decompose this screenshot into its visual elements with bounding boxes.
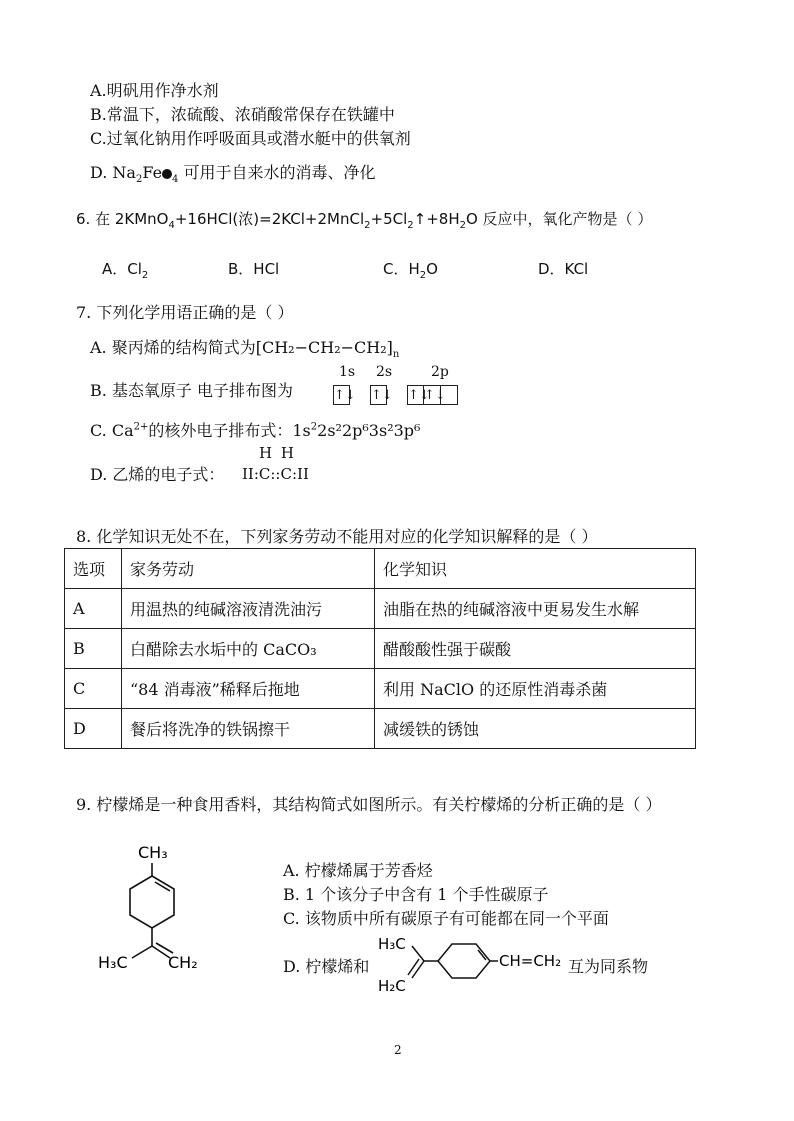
q6-stem-c: +5Cl [370, 210, 408, 228]
orbital-box-2p [407, 384, 458, 405]
q7-option-a [90, 335, 399, 360]
q5-option-b: B.常温下，浓硫酸、浓硝酸常保存在铁罐中 [90, 105, 395, 124]
q9-option-c: C. 该物质中所有碳原子有可能都在同一个平面 [283, 909, 609, 928]
q7-a-text: A. 聚丙烯的结构简式为 [90, 338, 256, 357]
q7-a-formula: CH₂−CH₂−CH₂ [261, 338, 387, 357]
q6-stem [76, 208, 652, 231]
table-row [65, 669, 696, 709]
q7-option-c [90, 418, 420, 441]
orbital-box-2s [370, 384, 393, 405]
q5-d-suffix: 可用于自来水的消毒、净化 [178, 163, 376, 182]
q8-table [64, 548, 696, 749]
table-cell: 油脂在热的纯碱溶液中更易发生水解 [375, 589, 696, 629]
orbital-cell: ↑↓ [424, 385, 441, 405]
page-number: 2 [394, 1043, 402, 1057]
table-cell: D [65, 709, 122, 749]
polymer-bracket-icon: [ [255, 338, 262, 357]
q9-option-d-suffix: 互为同系物 [568, 957, 649, 976]
ink-blot-icon [162, 169, 172, 179]
q7-d-electron-formula: II:C::C:II [242, 465, 309, 483]
q7-d-top-h: H H [259, 444, 296, 462]
q6-c-text: C．H [383, 260, 420, 278]
q6-option-b: B．HCl [228, 260, 280, 278]
q6-stem-a: 6. 在 2KMnO [76, 210, 169, 228]
table-row [65, 589, 696, 629]
table-cell: B [65, 629, 122, 669]
q5-option-c: C.过氧化钠用作呼吸面具或潜水艇中的供氧剂 [90, 129, 411, 148]
q7-option-b-text: B. 基态氧原子 电子排布图为 [90, 381, 294, 400]
structure-label: H₃C [98, 953, 128, 972]
table-cell: 白醋除去水垢中的 CaCO₃ [122, 629, 375, 669]
table-cell: 醋酸酸性强于碳酸 [375, 629, 696, 669]
orbital-label-2p: 2p [431, 364, 449, 380]
orbital-box-1s [333, 384, 356, 405]
structure-label: CH₃ [138, 843, 168, 862]
q5-d-prefix: D. Na [90, 163, 136, 182]
q9-option-d-prefix: D. 柠檬烯和 [283, 957, 370, 976]
table-row [65, 709, 696, 749]
q6-stem-d: ↑+8H [413, 210, 460, 228]
q5-d-sub4: 4 [172, 174, 179, 186]
q9-option-b: B. 1 个该分子中含有 1 个手性碳原子 [283, 885, 549, 904]
q7-c-sup2: 2 [310, 421, 318, 433]
structure-label: CH₂ [168, 953, 198, 972]
table-header-cell: 家务劳动 [122, 549, 375, 589]
q6-a-text: A．Cl [102, 260, 142, 278]
q6-sub: 2 [364, 220, 371, 231]
q7-c-sup: 2+ [133, 421, 149, 433]
table-header-row [65, 549, 696, 589]
table-cell: C [65, 669, 122, 709]
q5-d-sub: 2 [135, 174, 143, 186]
q7-a-n: n [392, 349, 400, 361]
table-cell: “84 消毒液”稀释后拖地 [122, 669, 375, 709]
q7-c-text: C. Ca [90, 421, 134, 440]
limonene-structure [92, 838, 212, 978]
q6-a-sub: 2 [141, 270, 149, 281]
q6-option-c [383, 258, 438, 281]
q6-sub: 2 [407, 220, 414, 231]
structure-label: H₂C [378, 977, 406, 995]
q7-c-mid: 的核外电子排布式：1s [148, 421, 311, 440]
q6-stem-b: +16HCl(浓)=2KCl+2MnCl [174, 210, 365, 228]
orbital-cell: ↑↓ [407, 385, 424, 405]
table-cell: 利用 NaClO 的还原性消毒杀菌 [375, 669, 696, 709]
q6-c-sub: 2 [419, 270, 427, 281]
orbital-cell: ↑↓ [370, 385, 387, 405]
table-header-cell: 化学知识 [375, 549, 696, 589]
table-cell: 餐后将洗净的铁锅擦干 [122, 709, 375, 749]
q7-stem: 7. 下列化学用语正确的是（ ） [76, 303, 294, 322]
table-cell: 用温热的纯碱溶液清洗油污 [122, 589, 375, 629]
q5-option-d [90, 160, 376, 185]
q5-d-fe: Fe [142, 163, 163, 182]
q6-c-suffix: O [426, 260, 438, 278]
structure-label: CH=CH₂ [499, 952, 562, 970]
table-cell: 减缓铁的锈蚀 [375, 709, 696, 749]
structure-label: H₃C [378, 935, 406, 953]
q6-sub: 2 [459, 220, 466, 231]
q6-option-a [102, 258, 148, 281]
q6-option-d: D．KCl [538, 260, 589, 278]
q5-option-a: A.明矾用作净水剂 [90, 81, 219, 100]
q7-c-tail: 2s²2p⁶3s²3p⁶ [317, 421, 421, 440]
table-cell: A [65, 589, 122, 629]
orbital-cell: ↑↓ [333, 385, 350, 405]
q9-option-a: A. 柠檬烯属于芳香烃 [283, 861, 433, 880]
q9-stem: 9. 柠檬烯是一种食用香料，其结构简式如图所示。有关柠檬烯的分析正确的是（ ） [76, 795, 662, 814]
q8-stem: 8. 化学知识无处不在，下列家务劳动不能用对应的化学知识解释的是（ ） [76, 527, 598, 546]
orbital-label-2s: 2s [376, 364, 393, 380]
table-row [65, 629, 696, 669]
table-header-cell: 选项 [65, 549, 122, 589]
orbital-label-1s: 1s [339, 364, 356, 380]
q7-option-d-text: D. 乙烯的电子式： [90, 465, 225, 484]
q6-sub: 4 [168, 220, 175, 231]
q6-stem-e: O 反应中，氧化产物是（ ） [465, 210, 653, 228]
orbital-cell [441, 385, 458, 405]
polymer-bracket-icon: ] [386, 338, 393, 357]
